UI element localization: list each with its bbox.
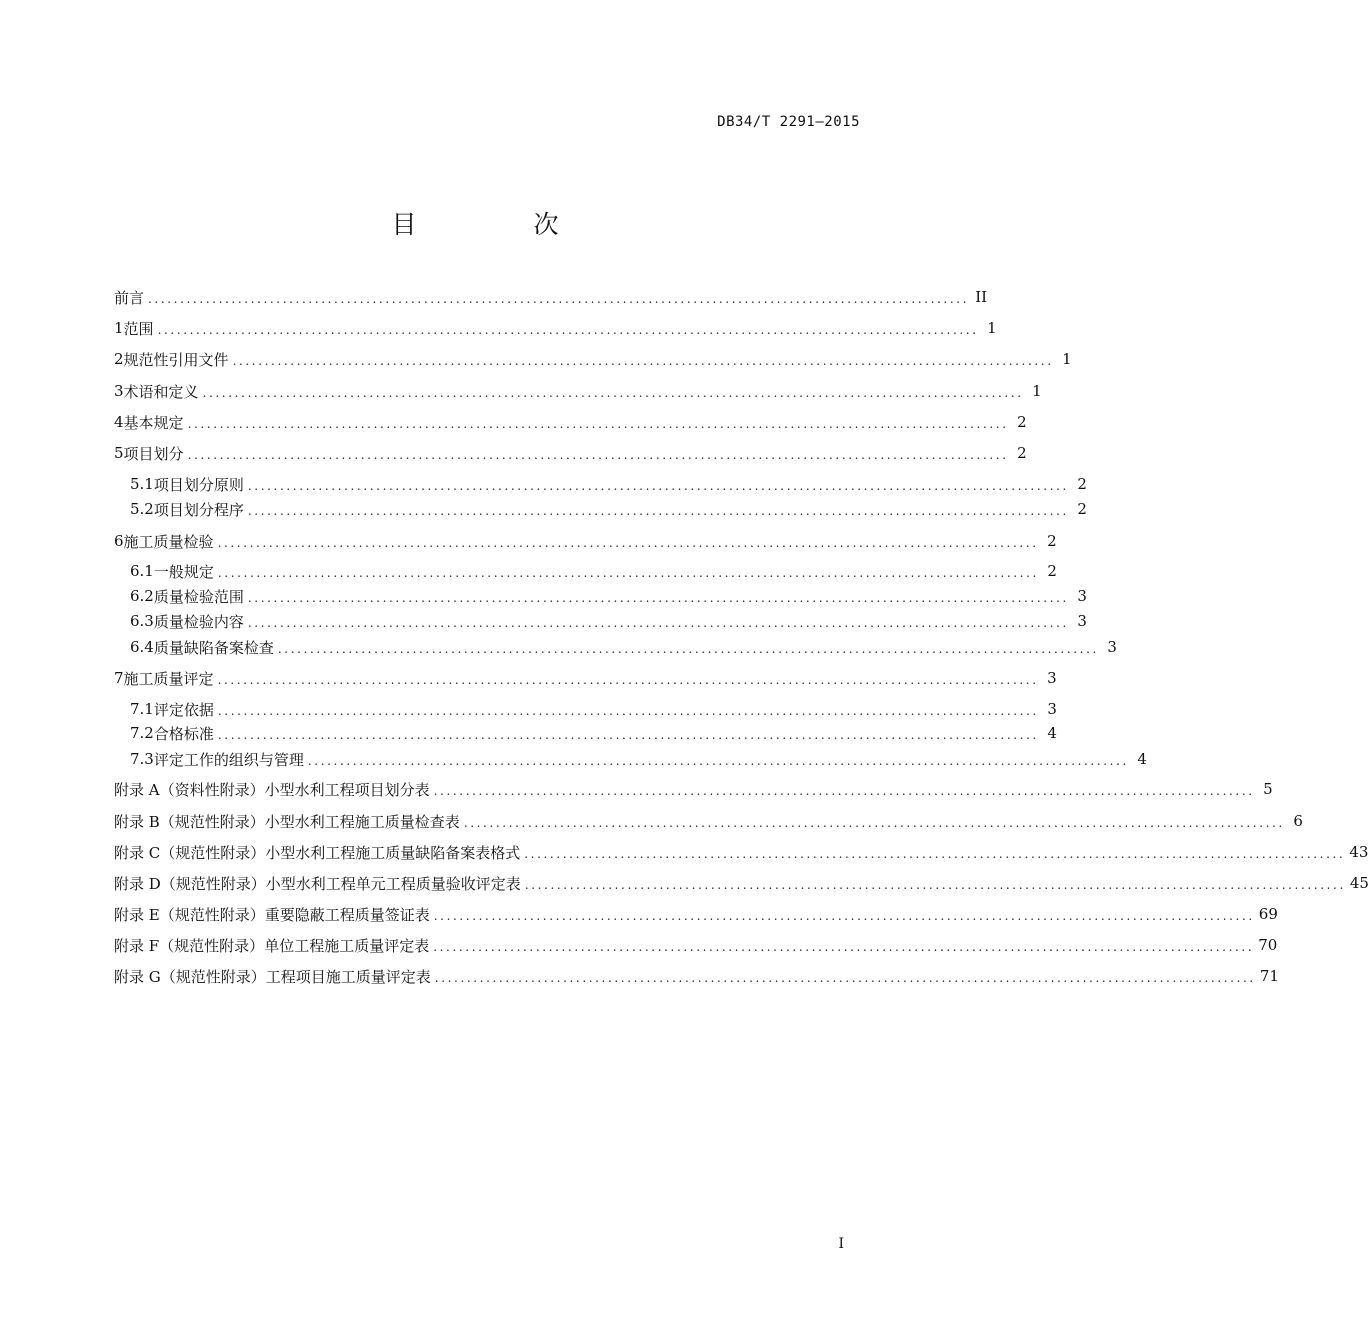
toc-entry-label: 质量检验内容 (153, 612, 244, 631)
document-code: DB34/T 2291—2015 (717, 114, 860, 130)
toc-entry-label: 前言 (114, 288, 145, 307)
toc-entry-page: 2 (1077, 475, 1087, 493)
toc-entry[interactable] (130, 497, 1087, 521)
toc-entry[interactable] (114, 410, 1027, 434)
toc-entry-label: 项目划分 (123, 444, 184, 463)
toc-entry-page: 3 (1047, 669, 1057, 687)
toc-entry[interactable] (114, 316, 997, 340)
toc-entry-label: 小型水利工程施工质量检查表 (264, 812, 460, 831)
toc-entry-page: 4 (1137, 750, 1147, 768)
toc-entry-number: 5.1 (130, 475, 154, 493)
toc-entry[interactable] (130, 721, 1057, 745)
appendix-number: 附录 G（规范性附录） (114, 967, 266, 986)
toc-appendix-entry[interactable] (114, 902, 1278, 926)
toc-entry-label: 范围 (123, 319, 154, 338)
toc-entry-label: 小型水利工程项目划分表 (264, 780, 430, 799)
toc-entry-number: 3 (114, 382, 124, 400)
toc-entry[interactable] (130, 472, 1087, 496)
dot-leader: ................................................................................................................................ (157, 322, 979, 337)
toc-entry-label: 一般规定 (153, 562, 214, 581)
toc-entry-page: 2 (1047, 532, 1057, 550)
toc-entry-label: 基本规定 (123, 413, 184, 432)
toc-entry-number: 6.2 (130, 587, 154, 605)
dot-leader: ................................................................................................................................ (307, 753, 1129, 768)
dot-leader: ................................................................................................................................ (217, 535, 1039, 550)
toc-entry-page: 3 (1047, 700, 1057, 718)
toc-entry[interactable] (114, 285, 988, 309)
toc-entry[interactable] (114, 666, 1057, 690)
toc-entry-number: 1 (114, 319, 124, 337)
dot-leader: ................................................................................................................................ (217, 672, 1039, 687)
toc-entry-page: 2 (1077, 500, 1087, 518)
appendix-number: 附录 D（规范性附录） (114, 874, 266, 893)
toc-entry[interactable] (130, 635, 1117, 659)
toc-entry-label: 单位工程施工质量评定表 (264, 936, 430, 955)
toc-entry-page: 70 (1258, 936, 1278, 954)
dot-leader: ................................................................................................................................ (277, 641, 1099, 656)
toc-entry-label: 合格标准 (153, 724, 214, 743)
toc-entry-number: 7 (114, 669, 124, 687)
toc-entry[interactable] (114, 379, 1042, 403)
toc-entry-page: 3 (1077, 587, 1087, 605)
toc-entry-number: 7.3 (130, 750, 154, 768)
toc-entry-label: 术语和定义 (123, 382, 199, 401)
dot-leader: ................................................................................................................................ (247, 503, 1069, 518)
dot-leader: ................................................................................................................................ (202, 385, 1024, 400)
toc-entry-number: 5.2 (130, 500, 154, 518)
appendix-number: 附录 A（资料性附录） (114, 780, 265, 799)
toc-entry-label: 施工质量评定 (123, 669, 214, 688)
toc-entry-label: 规范性引用文件 (123, 350, 229, 369)
toc-entry[interactable] (130, 609, 1087, 633)
dot-leader: ................................................................................................................................ (217, 703, 1039, 718)
dot-leader: ................................................................................................................................ (247, 615, 1069, 630)
toc-entry-page: 2 (1017, 444, 1027, 462)
appendix-number: 附录 C（规范性附录） (114, 843, 266, 862)
toc-entry-page: 1 (1032, 382, 1042, 400)
toc-entry-label: 小型水利工程单元工程质量验收评定表 (265, 874, 521, 893)
toc-entry-label: 质量缺陷备案检查 (153, 638, 274, 657)
toc-entry-number: 6.3 (130, 612, 154, 630)
toc-entry[interactable] (130, 559, 1057, 583)
dot-leader: ................................................................................................................................ (187, 447, 1009, 462)
dot-leader: ................................................................................................................................ (148, 291, 970, 306)
toc-entry[interactable] (130, 697, 1057, 721)
toc-entry-page: II (975, 288, 988, 306)
toc-entry[interactable] (130, 584, 1087, 608)
appendix-number: 附录 B（规范性附录） (114, 812, 265, 831)
dot-leader: ................................................................................................................................ (463, 815, 1285, 830)
toc-entry-page: 2 (1017, 413, 1027, 431)
dot-leader: ................................................................................................................................ (524, 846, 1346, 861)
dot-leader: ................................................................................................................................ (232, 353, 1054, 368)
toc-entry-label: 项目划分原则 (153, 475, 244, 494)
dot-leader: ................................................................................................................................ (433, 783, 1255, 798)
dot-leader: ................................................................................................................................ (247, 478, 1069, 493)
toc-appendix-entry[interactable] (114, 964, 1279, 988)
toc-entry-label: 评定依据 (153, 700, 214, 719)
toc-entry-label: 质量检验范围 (153, 587, 244, 606)
dot-leader: ................................................................................................................................ (524, 877, 1346, 892)
toc-entry-number: 7.2 (130, 724, 154, 742)
toc-entry-number: 5 (114, 444, 124, 462)
toc-title: 目 次 (391, 210, 605, 239)
page-number: I (838, 1236, 844, 1252)
dot-leader: ................................................................................................................................ (433, 908, 1255, 923)
toc-entry-label: 工程项目施工质量评定表 (265, 967, 431, 986)
toc-appendix-entry[interactable] (114, 809, 1303, 833)
toc-entry[interactable] (114, 441, 1027, 465)
toc-appendix-entry[interactable] (114, 871, 1369, 895)
dot-leader: ................................................................................................................................ (433, 939, 1255, 954)
toc-entry-page: 3 (1077, 612, 1087, 630)
toc-entry-page: 1 (987, 319, 997, 337)
toc-entry-page: 71 (1259, 967, 1279, 985)
toc-entry-page: 3 (1107, 638, 1117, 656)
toc-entry-page: 1 (1062, 350, 1072, 368)
toc-entry-label: 项目划分程序 (153, 500, 244, 519)
toc-entry-number: 6.4 (130, 638, 154, 656)
toc-entry-label: 评定工作的组织与管理 (153, 750, 304, 769)
dot-leader: ................................................................................................................................ (434, 970, 1256, 985)
appendix-number: 附录 E（规范性附录） (114, 905, 265, 924)
toc-entry[interactable] (114, 529, 1057, 553)
dot-leader: ................................................................................................................................ (217, 565, 1039, 580)
toc-entry-label: 重要隐蔽工程质量签证表 (264, 905, 430, 924)
toc-entry-number: 7.1 (130, 700, 154, 718)
toc-entry-page: 45 (1349, 874, 1369, 892)
dot-leader: ................................................................................................................................ (247, 590, 1069, 605)
toc-entry-page: 2 (1047, 562, 1057, 580)
toc-entry-page: 4 (1047, 724, 1057, 742)
toc-entry-page: 6 (1293, 812, 1303, 830)
appendix-number: 附录 F（规范性附录） (114, 936, 265, 955)
toc-appendix-entry[interactable] (114, 933, 1278, 957)
dot-leader: ................................................................................................................................ (187, 416, 1009, 431)
toc-entry-label: 施工质量检验 (123, 532, 214, 551)
toc-entry-page: 5 (1263, 780, 1273, 798)
toc-entry-number: 2 (114, 350, 124, 368)
toc-entry-number: 4 (114, 413, 124, 431)
toc-entry[interactable] (130, 747, 1147, 771)
toc-entry-label: 小型水利工程施工质量缺陷备案表格式 (265, 843, 521, 862)
toc-entry-number: 6 (114, 532, 124, 550)
toc-entry-page: 43 (1349, 843, 1369, 861)
toc-entry-page: 69 (1258, 905, 1278, 923)
dot-leader: ................................................................................................................................ (217, 727, 1039, 742)
toc-entry[interactable] (114, 347, 1072, 371)
toc-entry-number: 6.1 (130, 562, 154, 580)
toc-appendix-entry[interactable] (114, 840, 1369, 864)
toc-appendix-entry[interactable] (114, 777, 1273, 801)
